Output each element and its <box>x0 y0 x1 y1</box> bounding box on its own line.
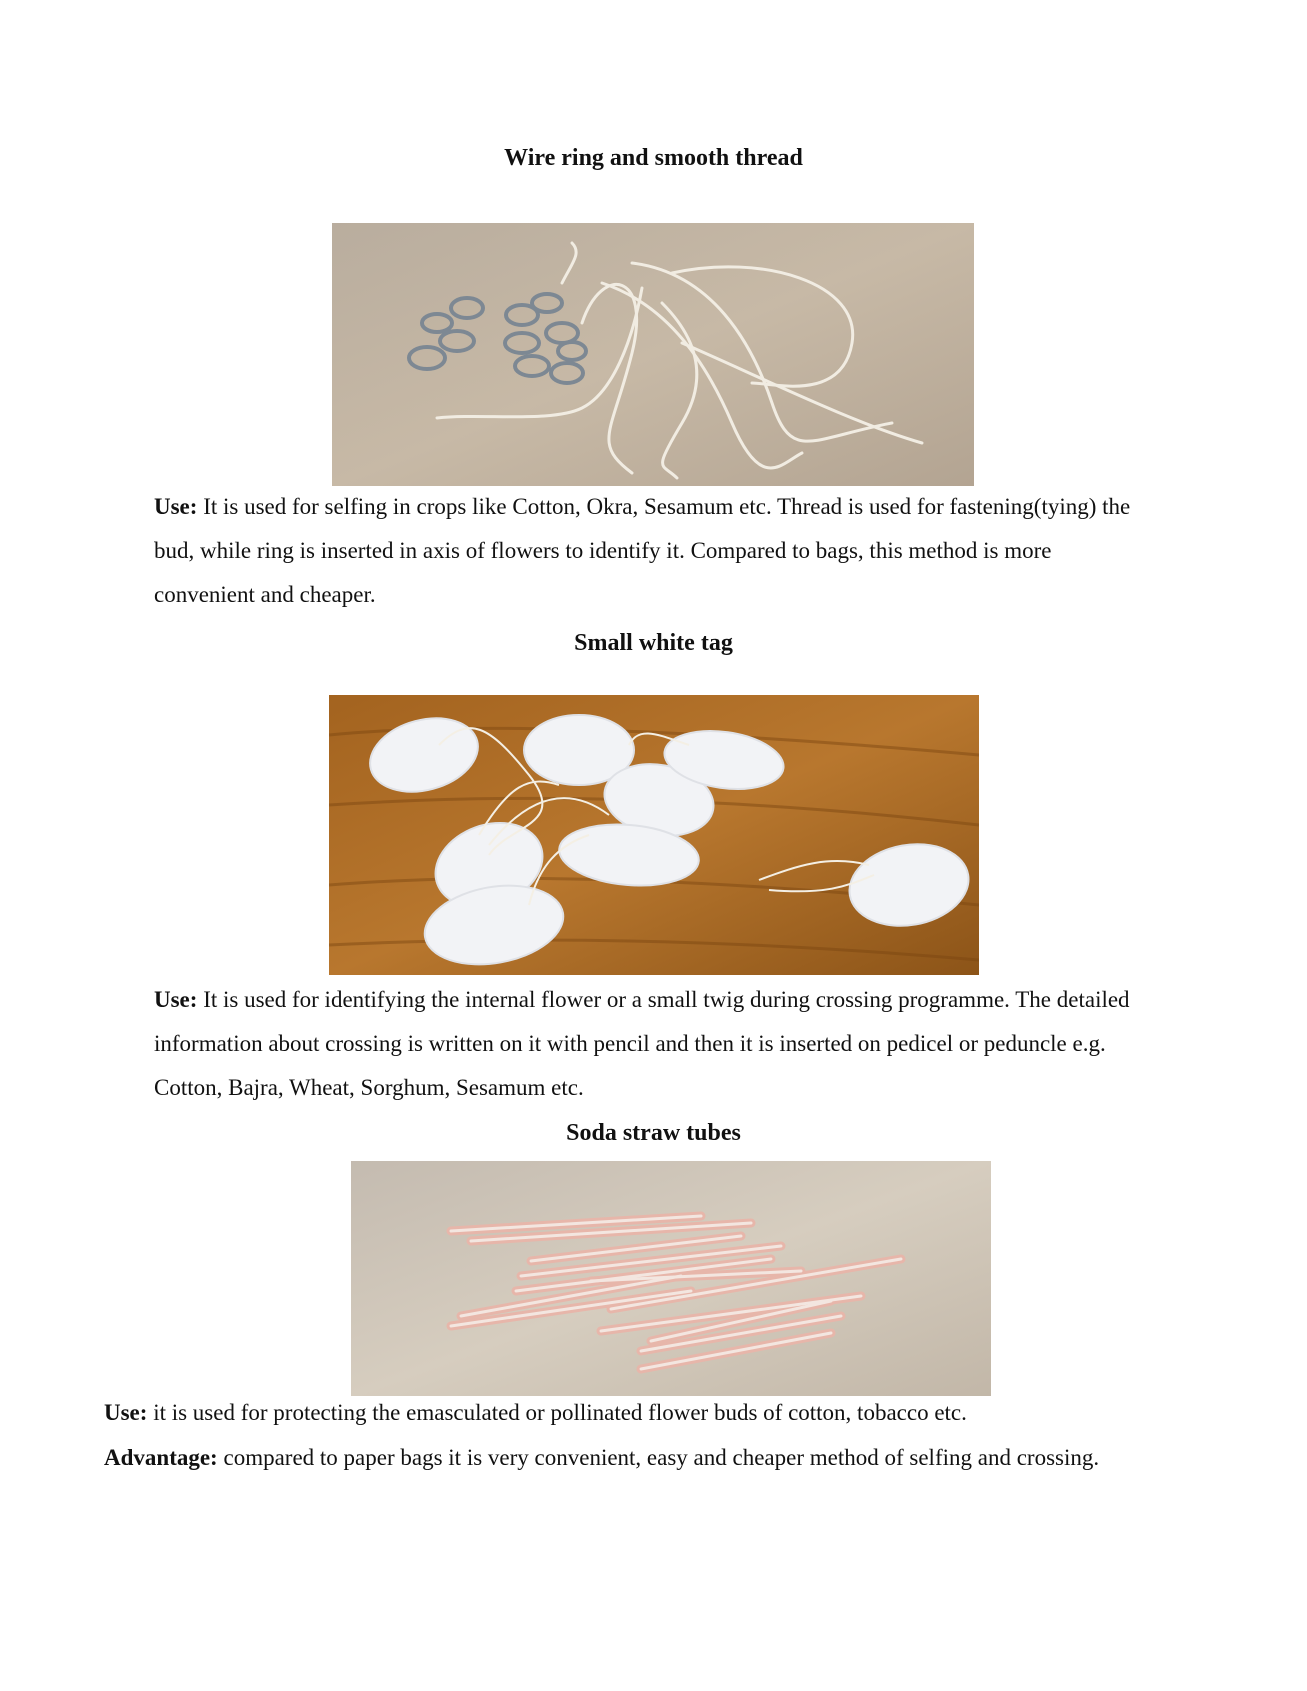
section-title-wire-ring: Wire ring and smooth thread <box>504 145 803 171</box>
soda-straws-photo <box>351 1161 991 1396</box>
use-label: Use: <box>154 494 198 519</box>
soda-straw-use-paragraph <box>104 1391 1204 1435</box>
use-text: It is used for selfing in crops like Cotton, Okra, Sesamum etc. Thread is used for fastening(tying) the bud, while ring is inserted in axis of flowers to identify it. Compared to bags, this method is more convenient and cheaper. <box>154 494 1131 607</box>
use-text: it is used for protecting the emasculated or pollinated flower buds of cotton, tobacco etc. <box>147 1400 967 1425</box>
section-title-soda-straw-tubes: Soda straw tubes <box>566 1120 741 1146</box>
wire-ring-use-paragraph <box>154 485 1154 617</box>
white-tags-photo <box>329 695 979 975</box>
section-title-small-white-tag: Small white tag <box>574 630 733 656</box>
soda-straw-advantage-paragraph <box>104 1436 1134 1480</box>
advantage-text: compared to paper bags it is very convenient, easy and cheaper method of selfing and crossing. <box>217 1445 1100 1470</box>
advantage-label: Advantage: <box>104 1445 218 1470</box>
small-tag-use-paragraph <box>154 978 1154 1110</box>
use-label: Use: <box>104 1400 148 1425</box>
wire-rings-and-threads-photo <box>332 223 974 486</box>
use-text: It is used for identifying the internal flower or a small twig during crossing programme. The detailed information about crossing is written on it with pencil and then it is inserted on pedicel or peduncle e.g. Cotton, Bajra, Wheat, Sorghum, Sesamum etc. <box>154 987 1130 1100</box>
use-label: Use: <box>154 987 198 1012</box>
